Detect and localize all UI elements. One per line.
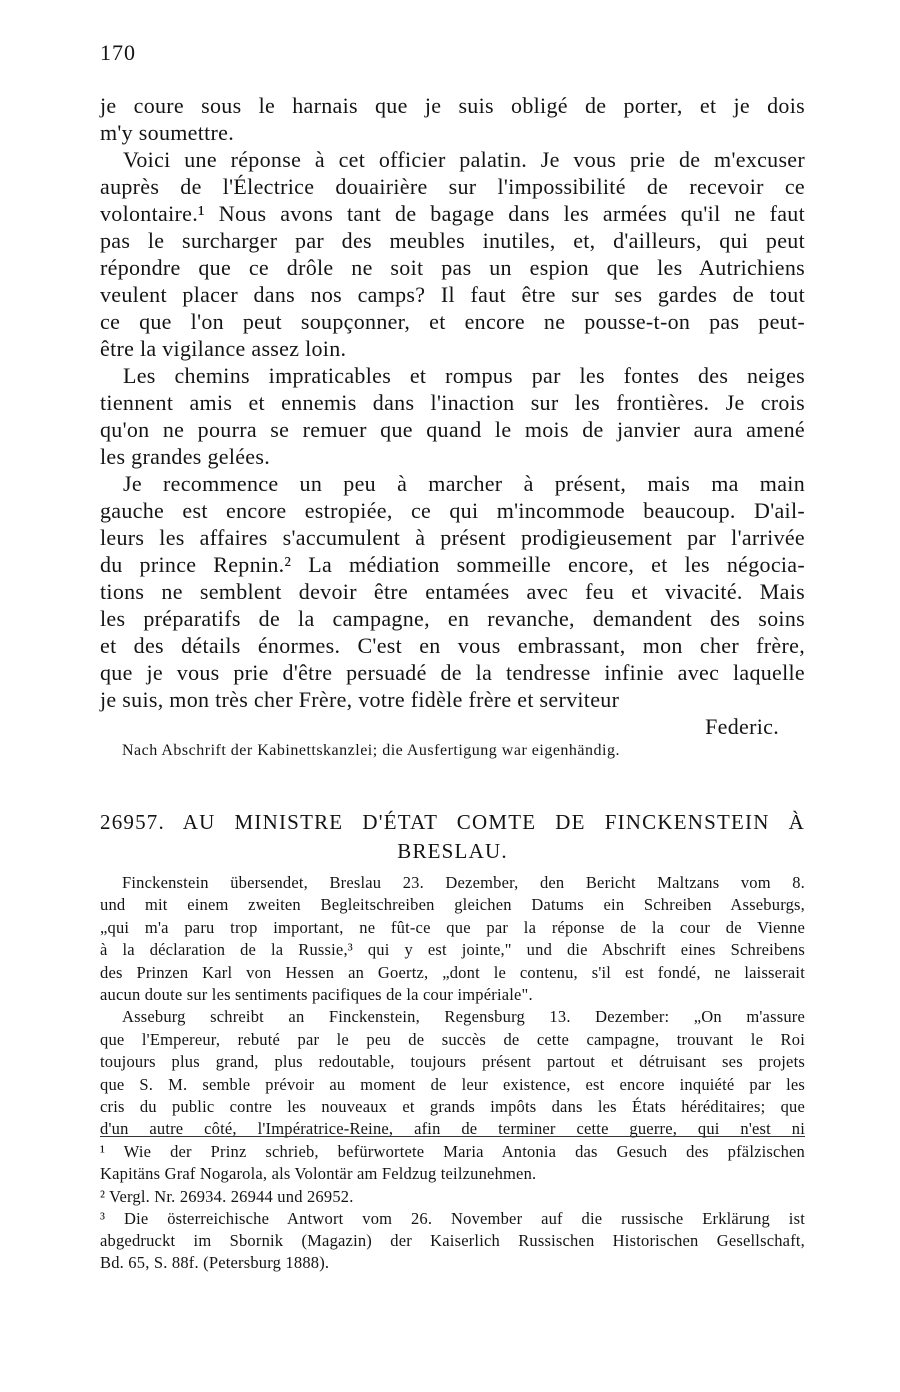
source-note: Nach Abschrift der Kabinettskanzlei; die Ausfertigung war eigenhändig. (122, 742, 620, 759)
signature: Federic. (705, 714, 779, 739)
letter-line: qu'on ne pourra se remuer que quand le mois de janvier aura amené (100, 417, 805, 442)
letter-line: Je recommence un peu à marcher à présent, mais ma main (123, 471, 805, 496)
summary-line: que l'Empereur, rebuté par le peu de succès de cette campagne, trouvant le Roi (100, 1029, 805, 1049)
letter-line: Voici une réponse à cet officier palatin. Je vous prie de m'excuser (123, 147, 805, 172)
footnotes (100, 1141, 805, 1275)
letter-line: les préparatifs de la campagne, en revanche, demandent des soins (100, 606, 805, 631)
letter-line: et des détails énormes. C'est en vous embrassant, mon cher frère, (100, 633, 805, 658)
summary-line: à la déclaration de la Russie,³ qui y est jointe," und die Abschrift eines Schreibens (100, 940, 805, 960)
summary-line: des Prinzen Karl von Hessen an Goertz, „dont le contenu, s'il est fondé, ne laisserait (100, 962, 805, 982)
letter-line: gauche est encore estropiée, ce qui m'incommode beaucoup. D'ail- (100, 498, 805, 523)
letter-line: tiennent amis et ennemis dans l'inaction sur les frontières. Je crois (100, 390, 805, 415)
letter-line: du prince Repnin.² La médiation sommeille encore, et les négocia- (100, 552, 805, 577)
letter-line: tions ne semblent devoir être entamées avec feu et vivacité. Mais (100, 579, 805, 604)
footnote-line: Bd. 65, S. 88f. (Petersburg 1888). (100, 1253, 330, 1273)
summary-line: „qui m'a paru trop important, ne fût-ce que par la réponse de la cour de Vienne (100, 917, 805, 937)
letter-line: les grandes gelées. (100, 444, 271, 469)
letter-line: je suis, mon très cher Frère, votre fidèle frère et serviteur (100, 687, 620, 712)
letter-line: je coure sous le harnais que je suis obligé de porter, et je dois (100, 93, 805, 118)
summary-line: cris du public contre les nouveaux et grands impôts dans les États héréditaires; que (100, 1096, 805, 1116)
letter-line: Les chemins impraticables et rompus par les fontes des neiges (123, 363, 805, 388)
footnote-line: Kapitäns Graf Nogarola, als Volontär am Feldzug teilzunehmen. (100, 1164, 537, 1184)
summary-line: d'un autre côté, l'Impératrice-Reine, afin de terminer cette guerre, qui n'est ni (100, 1119, 805, 1139)
letter-line: volontaire.¹ Nous avons tant de bagage dans les armées qu'il ne faut (100, 201, 805, 226)
letter-line: auprès de l'Électrice douairière sur l'impossibilité de recevoir ce (100, 174, 805, 199)
letter-line: m'y soumettre. (100, 120, 235, 145)
summary-text (100, 872, 805, 1141)
letter-text (100, 92, 805, 740)
letter-line: ce que l'on peut soupçonner, et encore ne pousse-t-on pas peut- (100, 309, 805, 334)
footnote-line: ¹ Wie der Prinz schrieb, befürwortete Maria Antonia das Gesuch des pfälzischen (100, 1142, 805, 1161)
summary-line: Finckenstein übersendet, Breslau 23. Dezember, den Bericht Maltzans vom 8. (122, 873, 805, 892)
footnotes-divider (100, 1136, 805, 1137)
page-number: 170 (100, 40, 136, 65)
summary-line: Asseburg schreibt an Finckenstein, Regensburg 13. Dezember: „On m'assure (122, 1007, 805, 1027)
heading-line: BRESLAU. (397, 839, 508, 863)
letter-line: veulent placer dans nos camps? Il faut être sur ses gardes de tout (100, 282, 805, 307)
summary-line: que S. M. semble prévoir au moment de leur existence, est encore inquiété par les (100, 1074, 805, 1094)
footnote-line: ³ Die österreichische Antwort vom 26. November auf die russische Erklärung ist (100, 1208, 805, 1228)
summary-line: toujours plus grand, plus redoutable, toujours présent partout et détruisant ses projets (100, 1052, 805, 1072)
letter-line: être la vigilance assez loin. (100, 336, 347, 361)
letter-line: leurs les affaires s'accumulent à présent prodigieusement par l'arrivée (100, 525, 805, 550)
summary-line: und mit einem zweiten Begleitschreiben gleichen Datums ein Schreiben Asseburgs, (100, 895, 805, 915)
heading-line: 26957. AU MINISTRE D'ÉTAT COMTE DE FINCKENSTEIN À (100, 810, 805, 834)
footnote-line: abgedruckt im Sbornik (Magazin) der Kaiserlich Russischen Historischen Gesellschaft, (100, 1231, 805, 1251)
letter-line: répondre que ce drôle ne soit pas un espion que les Autrichiens (100, 255, 805, 280)
letter-line: pas le surcharger par des meubles inutiles, et, d'ailleurs, qui peut (100, 228, 805, 253)
letter-heading (100, 808, 805, 866)
letter-line: que je vous prie d'être persuadé de la tendresse infinie avec laquelle (100, 660, 805, 685)
footnote-line: ² Vergl. Nr. 26934. 26944 und 26952. (100, 1186, 354, 1206)
summary-line: aucun doute sur les sentiments pacifiques de la cour impériale". (100, 984, 533, 1004)
